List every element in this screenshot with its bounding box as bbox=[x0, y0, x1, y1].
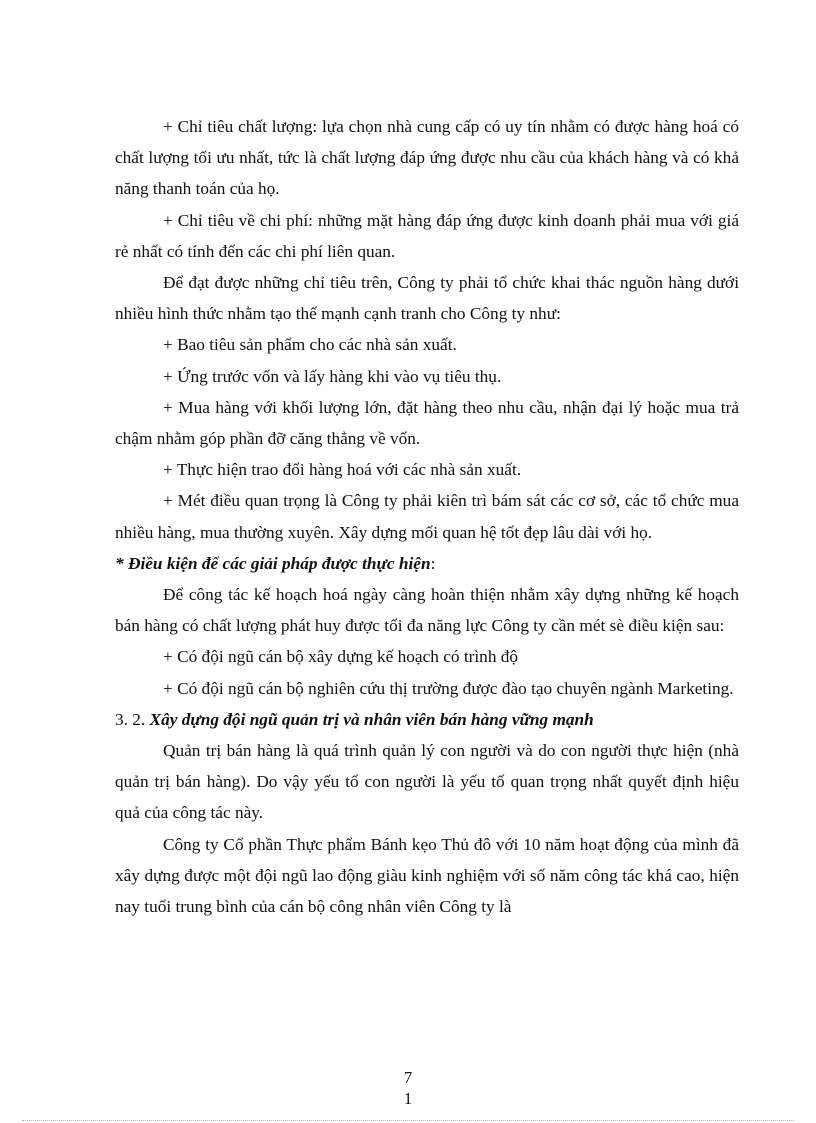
section-number: 3. 2. bbox=[115, 709, 150, 729]
section-heading-3-2 bbox=[115, 704, 739, 735]
paragraph-company-workforce: Công ty Cổ phần Thực phẩm Bánh kẹo Thủ đô với 10 năm hoạt động của mình đã xây dựng được một đội ngũ lao động giàu kinh nghiệm với số năm công tác khá cao, hiện nay tuổi trung bình của cán bộ công nhân viên Công ty là bbox=[115, 834, 739, 917]
page-number-top: 7 bbox=[403, 1068, 413, 1087]
paragraph-bullet-relationships: + Mét điều quan trọng là Công ty phải kiên trì bám sát các cơ sở, các tổ chức mua nhiều hàng, mua thường xuyên. Xây dựng mối quan hệ tốt đẹp lâu dài với họ. bbox=[115, 491, 739, 542]
footer-divider bbox=[22, 1120, 794, 1121]
paragraph-sales-management: Quản trị bán hàng là quá trình quản lý con người và do con người thực hiện (nhà quản trị bán hàng). Do vậy yếu tố con người là yếu tố quan trọng nhất quyết định hiệu quả của công tác này. bbox=[115, 741, 739, 823]
heading-conditions bbox=[115, 548, 739, 579]
paragraph-bullet-product-guarantee: + Bao tiêu sản phẩm cho các nhà sản xuất. bbox=[163, 335, 457, 355]
paragraph-cost-criteria: + Chỉ tiêu về chi phí: những mặt hàng đáp ứng được kinh doanh phải mua với giá rẻ nhất có tính đến các chi phí liên quan. bbox=[115, 210, 739, 261]
heading-conditions-colon: : bbox=[430, 553, 436, 573]
paragraph-planning-conditions: Để công tác kế hoạch hoá ngày càng hoàn thiện nhằm xây dựng những kế hoạch bán hàng có chất lượng phát huy được tối đa năng lực Công ty cần mét sè điều kiện sau: bbox=[115, 585, 739, 636]
page-body bbox=[115, 111, 739, 922]
paragraph-quality-criteria: + Chỉ tiêu chất lượng: lựa chọn nhà cung cấp có uy tín nhằm có được hàng hoá có chất lượng tối ưu nhất, tức là chất lượng đáp ứng được nhu cầu của khách hàng và có khả năng thanh toán của họ. bbox=[115, 117, 739, 199]
heading-conditions-text: * Điều kiện để các giải pháp được thực hiện bbox=[115, 553, 431, 573]
paragraph-sourcing-intro: Để đạt được những chỉ tiêu trên, Công ty phải tổ chức khai thác nguồn hàng dưới nhiều hình thức nhằm tạo thế mạnh cạnh tranh cho Công ty như: bbox=[115, 273, 739, 324]
page-number-bottom: 1 bbox=[403, 1089, 413, 1108]
paragraph-bullet-planning-staff: + Có đội ngũ cán bộ xây dựng kế hoạch có trình độ bbox=[163, 647, 519, 667]
paragraph-bullet-bulk-purchase: + Mua hàng với khối lượng lớn, đặt hàng theo nhu cầu, nhận đại lý hoặc mua trả chậm nhằm góp phần đỡ căng thẳng về vốn. bbox=[115, 397, 739, 449]
paragraph-bullet-research-staff: + Có đội ngũ cán bộ nghiên cứu thị trường được đào tạo chuyên ngành Marketing. bbox=[163, 678, 734, 698]
paragraph-bullet-advance-capital: + Ứng trước vốn và lấy hàng khi vào vụ tiêu thụ. bbox=[163, 366, 502, 386]
paragraph-bullet-goods-exchange: + Thực hiện trao đổi hàng hoá với các nhà sản xuất. bbox=[163, 460, 522, 480]
section-title: Xây dựng đội ngũ quản trị và nhân viên bán hàng vững mạnh bbox=[149, 709, 594, 729]
